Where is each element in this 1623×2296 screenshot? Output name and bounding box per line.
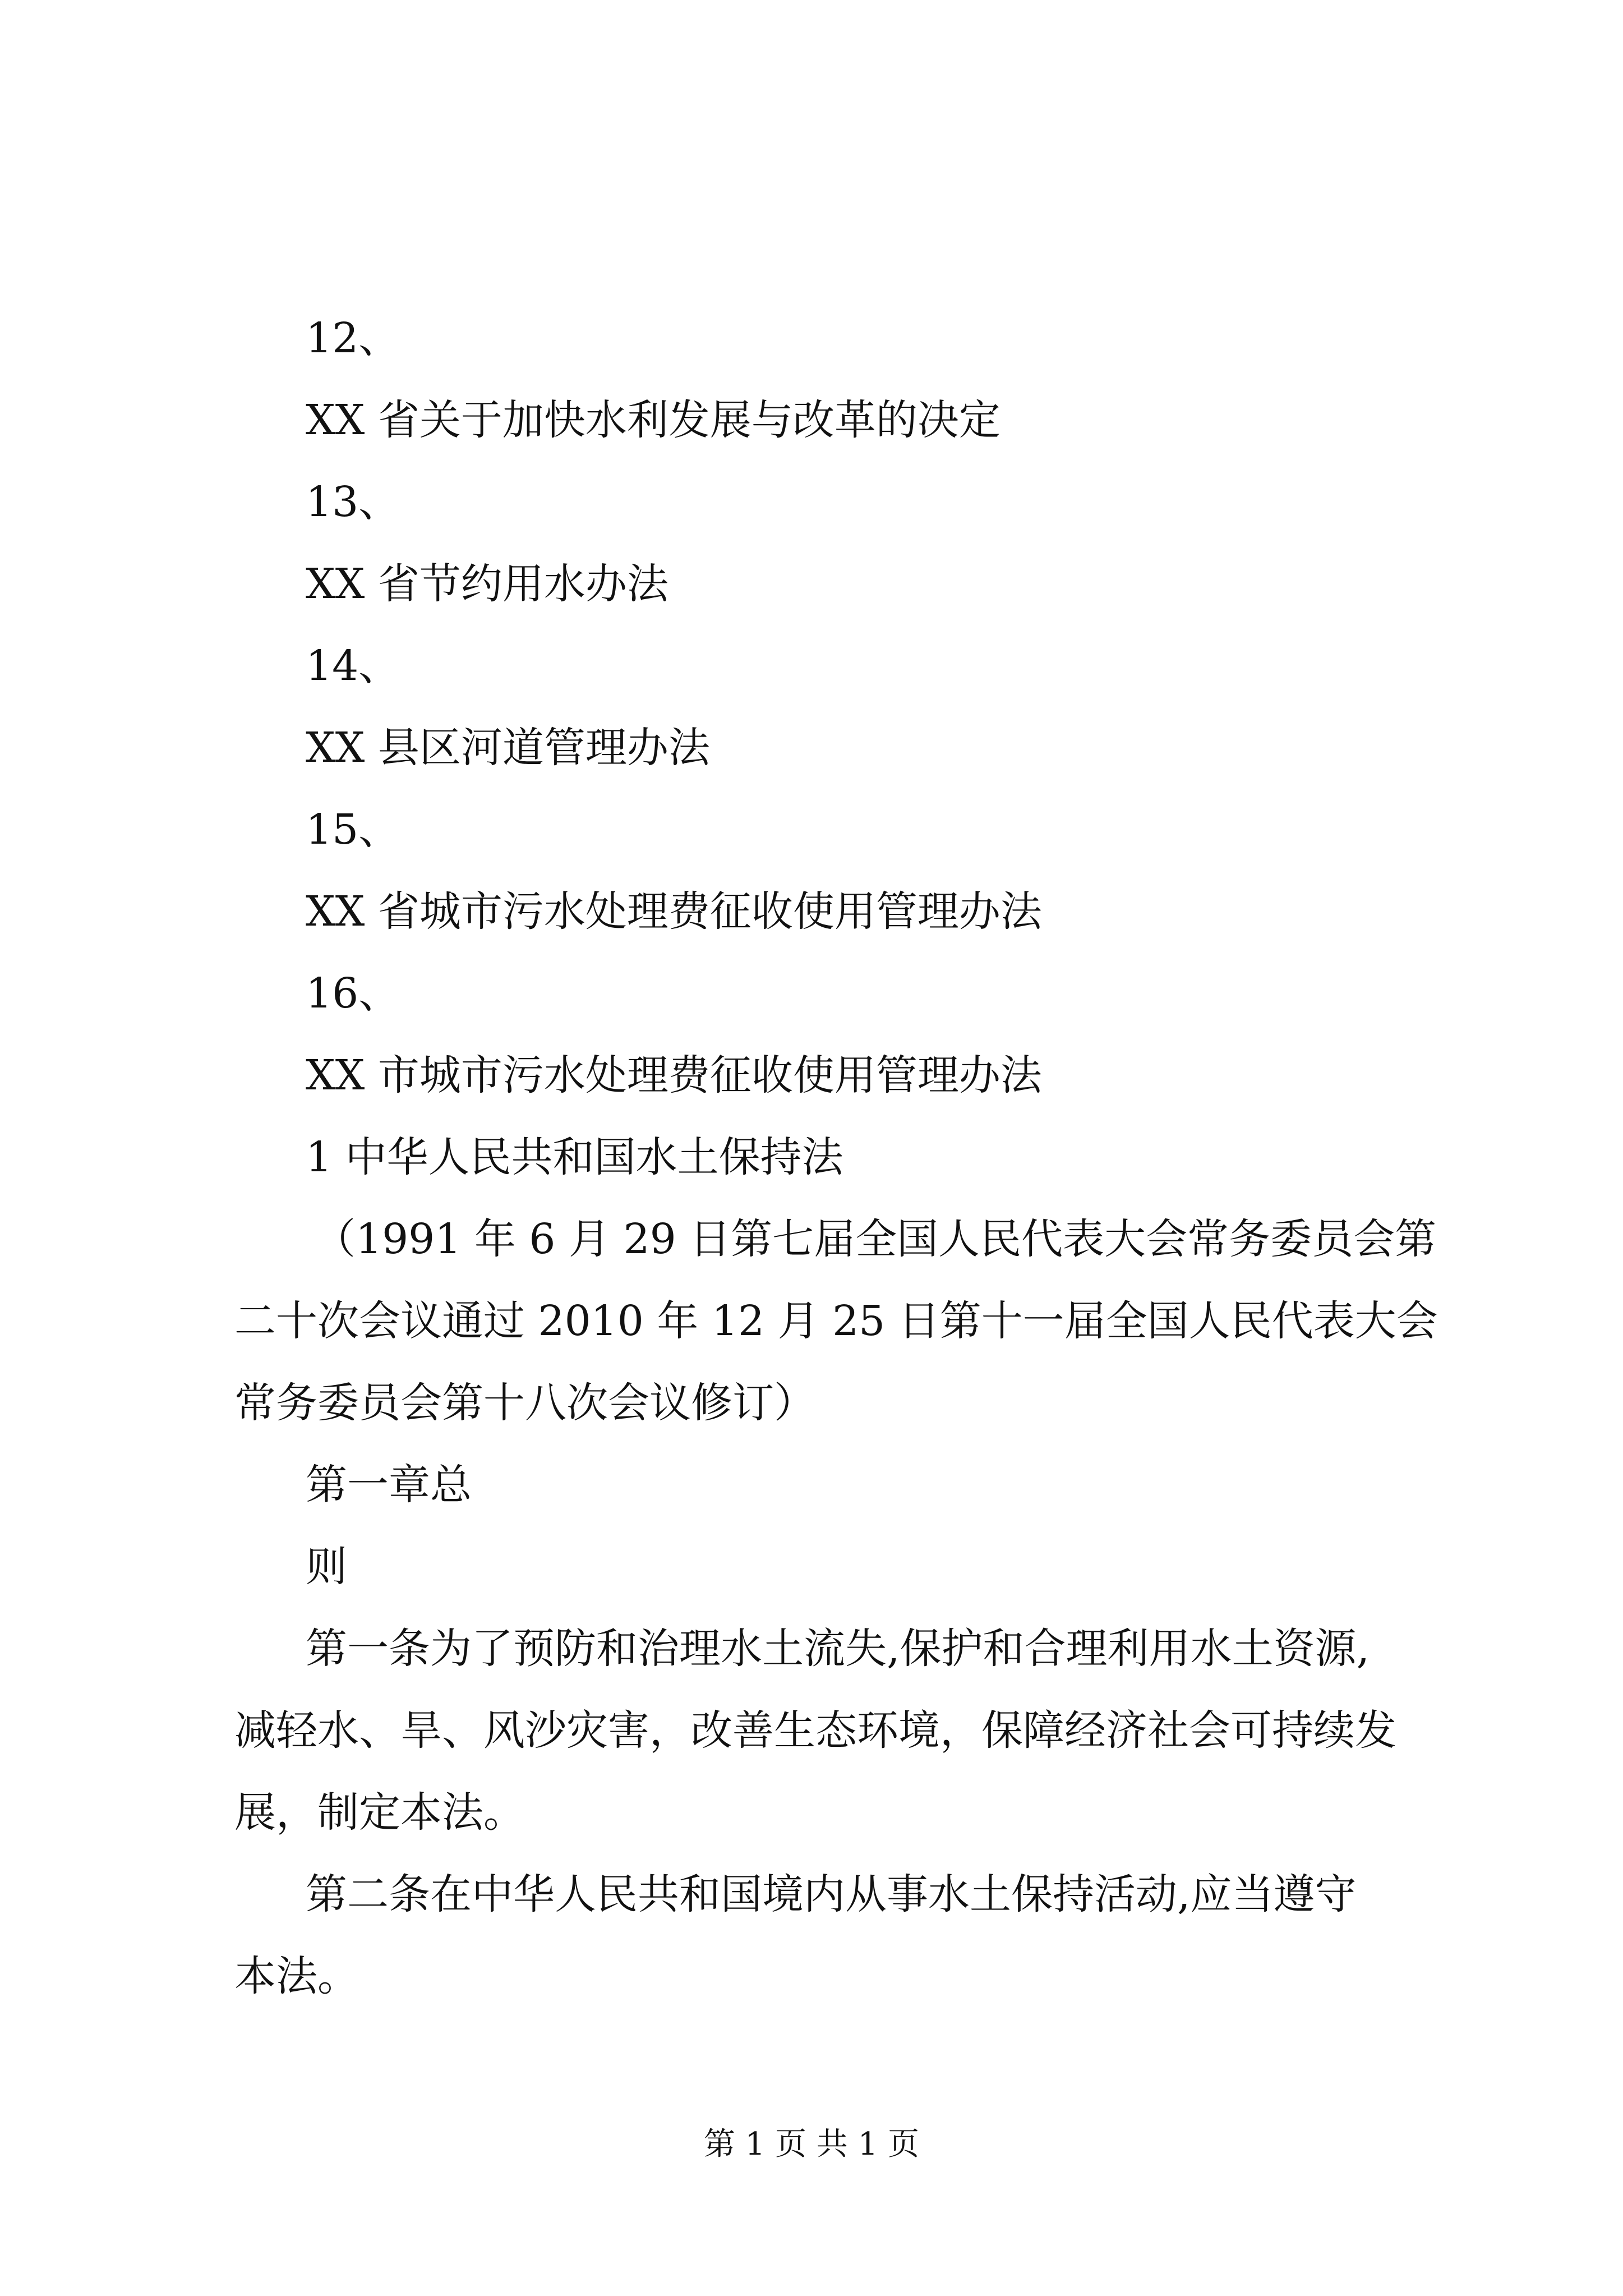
article-1-line: 第一条为了预防和治理水土流失,保护和合理利用水土资源, bbox=[306, 1625, 1370, 1673]
list-number-14: 14、 bbox=[306, 642, 400, 690]
law-title: 1 中华人民共和国水土保持法 bbox=[306, 1133, 843, 1181]
list-number-13: 13、 bbox=[306, 478, 400, 526]
article-2-line: 第二条在中华人民共和国境内从事水土保持活动,应当遵守 bbox=[306, 1870, 1357, 1918]
list-number-16: 16、 bbox=[306, 969, 400, 1018]
law-revision-note-line: 二十次会议通过 2010 年 12 月 25 日第十一届全国人民代表大会 bbox=[234, 1297, 1438, 1345]
list-item-12: XX 省关于加快水利发展与改革的决定 bbox=[306, 396, 1000, 444]
page-footer: 第 1 页 共 1 页 bbox=[703, 2126, 920, 2162]
chapter-heading-continued: 则 bbox=[306, 1543, 347, 1591]
article-1-line: 减轻水、旱、风沙灾害，改善生态环境，保障经济社会可持续发 bbox=[234, 1706, 1396, 1755]
law-revision-note-line: （1991 年 6 月 29 日第七届全国人民代表大会常务委员会第 bbox=[314, 1215, 1437, 1263]
list-item-13: XX 省节约用水办法 bbox=[306, 560, 668, 608]
list-item-15: XX 省城市污水处理费征收使用管理办法 bbox=[306, 887, 1042, 936]
article-1-line: 展，制定本法。 bbox=[234, 1788, 525, 1837]
list-number-12: 12、 bbox=[306, 314, 400, 362]
chapter-heading: 第一章总 bbox=[306, 1461, 472, 1509]
list-number-15: 15、 bbox=[306, 806, 400, 854]
law-revision-note-line: 常务委员会第十八次会议修订） bbox=[234, 1379, 815, 1427]
list-item-14: XX 县区河道管理办法 bbox=[306, 724, 710, 772]
list-item-16: XX 市城市污水处理费征收使用管理办法 bbox=[306, 1051, 1042, 1099]
article-2-line: 本法。 bbox=[234, 1952, 359, 2000]
